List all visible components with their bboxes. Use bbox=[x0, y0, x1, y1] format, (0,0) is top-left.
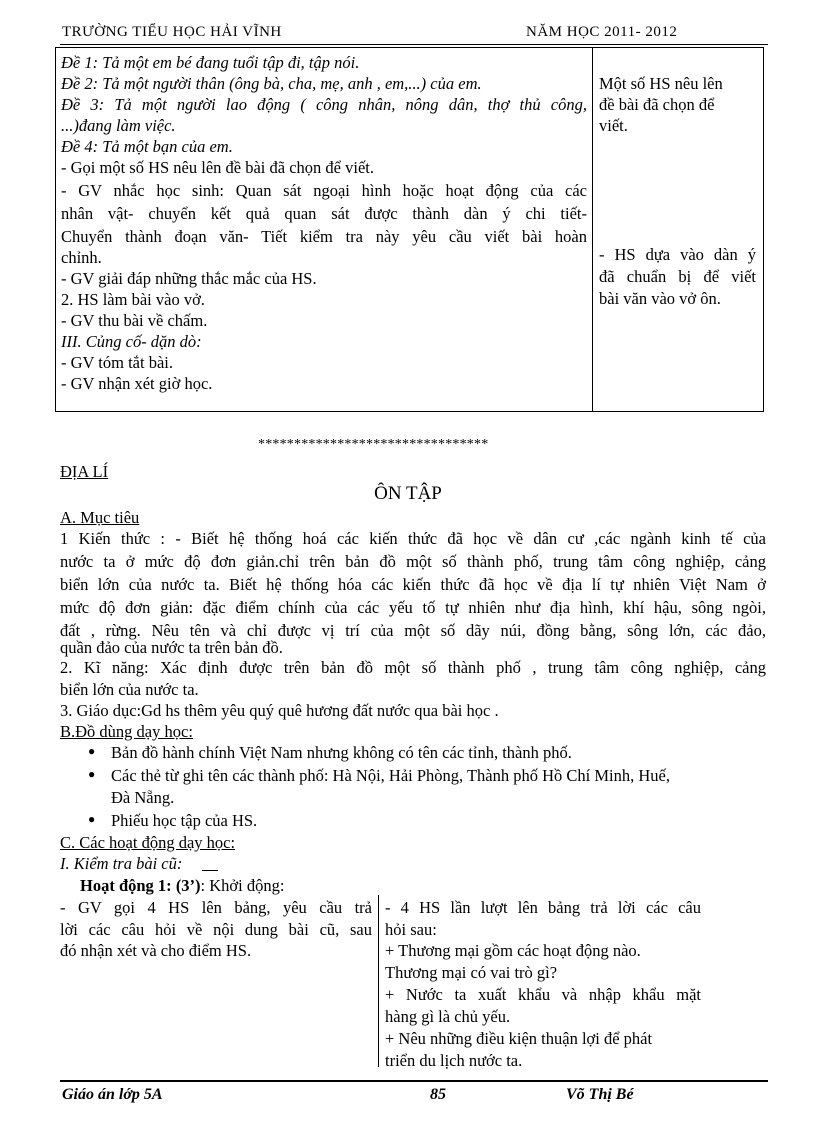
table1-right-line: đề bài đã chọn để bbox=[599, 95, 715, 114]
underline-blank bbox=[202, 870, 218, 871]
bullet-item: Các thẻ từ ghi tên các thành phố: Hà Nội, Hải Phòng, Thành phố Hồ Chí Minh, Huế, bbox=[111, 766, 671, 785]
objective-line: quần đảo của nước ta trên bản đồ. bbox=[60, 638, 283, 657]
activity-time: (3’) bbox=[175, 876, 201, 895]
table2-left-line: đó nhận xét và cho điểm HS. bbox=[60, 941, 252, 960]
table2-left-line: lời các câu hỏi về nội dung bài cũ, sau bbox=[60, 920, 372, 939]
bullet-item: Bản đồ hành chính Việt Nam nhưng không có tên các tỉnh, thành phố. bbox=[111, 743, 572, 762]
activity-label: Hoạt động 1: bbox=[80, 876, 172, 895]
section-a-heading: A. Mục tiêu bbox=[60, 508, 140, 527]
table1-line: chỉnh. bbox=[61, 248, 102, 267]
table1-right-line: - HS dựa vào dàn ý bbox=[599, 245, 756, 264]
star-separator: ******************************** bbox=[258, 437, 489, 452]
table1-line: Đề 3: Tả một người lao động ( công nhân, nông dân, thợ thủ công, bbox=[61, 95, 587, 114]
bullet-item-cont: Đà Nẵng. bbox=[111, 788, 175, 807]
objective-line: biển lớn của nước ta. Biết hệ thống hóa các kiến thức đã học về địa lí tự nhiên Việt Nam ở bbox=[60, 575, 766, 594]
table2-right-line: triển du lịch nước ta. bbox=[385, 1051, 523, 1070]
header-rule bbox=[60, 44, 768, 45]
school-year: NĂM HỌC 2011- 2012 bbox=[526, 24, 678, 40]
page-title: ÔN TẬP bbox=[374, 483, 442, 504]
table1-line: - GV nhắc học sinh: Quan sát ngoại hình hoặc hoạt động của các bbox=[61, 181, 587, 200]
table1-right-line: đã chuẩn bị để viết bbox=[599, 267, 756, 286]
objective-line: mức độ đơn giản: đặc điểm chính của các yếu tố tự nhiên như địa hình, khí hậu, sông ngòi, bbox=[60, 598, 766, 617]
footer-rule bbox=[60, 1080, 768, 1082]
table1-line: ...)đang làm việc. bbox=[61, 116, 176, 135]
table2-right-line: hỏi sau: bbox=[385, 920, 437, 939]
table1-line: Chuyển thành đoạn văn- Tiết kiểm tra này yêu cầu viết bài hoàn bbox=[61, 227, 587, 246]
lesson-table-top-divider bbox=[592, 47, 593, 412]
table2-right-line: - 4 HS lần lượt lên bảng trả lời các câu bbox=[385, 898, 701, 917]
table1-line: Đề 4: Tả một bạn của em. bbox=[61, 137, 233, 156]
table2-right-line: + Nước ta xuất khẩu và nhập khẩu mặt bbox=[385, 985, 701, 1004]
table1-line: Đề 2: Tả một người thân (ông bà, cha, mẹ, anh , em,...) của em. bbox=[61, 74, 482, 93]
objective-line: 1 Kiến thức : - Biết hệ thống hoá các kiến thức đã học về dân cư ,các ngành kinh tế của bbox=[60, 529, 766, 548]
table1-line: - Gọi một số HS nêu lên đề bài đã chọn để viết. bbox=[61, 158, 374, 177]
table2-divider bbox=[378, 895, 379, 1067]
bullet-item: Phiếu học tập của HS. bbox=[111, 811, 258, 830]
table1-line: nhân vật- chuyển kết quả quan sát được thành dàn ý chi tiết- bbox=[61, 204, 587, 223]
table2-right-line: + Thương mại gồm các hoạt động nào. bbox=[385, 941, 641, 960]
activity-name: : Khởi động: bbox=[200, 876, 285, 895]
table1-line: - GV thu bài về chấm. bbox=[61, 311, 208, 330]
table1-line: - GV giải đáp những thắc mắc của HS. bbox=[61, 269, 317, 288]
table2-right-line: + Nêu những điều kiện thuận lợi để phát bbox=[385, 1029, 653, 1048]
table1-right-line: bài văn vào vở ôn. bbox=[599, 289, 721, 308]
objective-line: biển lớn của nước ta. bbox=[60, 680, 199, 699]
table1-line: 2. HS làm bài vào vở. bbox=[61, 290, 205, 309]
table2-right-line: hàng gì là chủ yếu. bbox=[385, 1007, 511, 1026]
table1-right-line: Một số HS nêu lên bbox=[599, 74, 723, 93]
school-name: TRƯỜNG TIỂU HỌC HẢI VĨNH bbox=[62, 24, 282, 40]
bullet-icon: ● bbox=[88, 744, 96, 758]
section-c-heading: C. Các hoạt động dạy học: bbox=[60, 833, 236, 852]
objective-line: nước ta ở mức độ đơn giản.chỉ trên bản đồ một số thành phố, trung tâm công nghiệp, cảng bbox=[60, 552, 766, 571]
bullet-icon: ● bbox=[88, 812, 96, 826]
objective-line: 3. Giáo dục:Gd hs thêm yêu quý quê hương đất nước qua bài học . bbox=[60, 701, 499, 720]
page-number: 85 bbox=[430, 1086, 446, 1103]
table1-line: - GV nhận xét giờ học. bbox=[61, 374, 213, 393]
subsection-heading: I. Kiểm tra bài cũ: bbox=[60, 854, 183, 873]
footer-class: Giáo án lớp 5A bbox=[62, 1086, 163, 1103]
table1-line: - GV tóm tắt bài. bbox=[61, 353, 173, 372]
activity-heading bbox=[80, 875, 284, 896]
subject-heading: ĐỊA LÍ bbox=[60, 462, 109, 481]
table2-left-line: - GV gọi 4 HS lên bảng, yêu cầu trả bbox=[60, 898, 372, 917]
footer-author: Võ Thị Bé bbox=[566, 1086, 634, 1103]
objective-line: 2. Kĩ năng: Xác định được trên bản đồ một số thành phố , trung tâm công nghiệp, cảng bbox=[60, 658, 766, 677]
table2-right-line: Thương mại có vai trò gì? bbox=[385, 963, 558, 982]
table1-right-line: viết. bbox=[599, 116, 628, 135]
bullet-icon: ● bbox=[88, 767, 96, 781]
table1-line: III. Củng cố- dặn dò: bbox=[61, 332, 202, 351]
objective-line: đất , rừng. Nêu tên và chỉ được vị trí của một số dãy núi, đồng bằng, sông lớn, các đảo, bbox=[60, 621, 766, 640]
table1-line: Đề 1: Tả một em bé đang tuổi tập đi, tập nói. bbox=[61, 53, 360, 72]
section-b-heading: B.Đồ dùng dạy học: bbox=[60, 722, 193, 741]
